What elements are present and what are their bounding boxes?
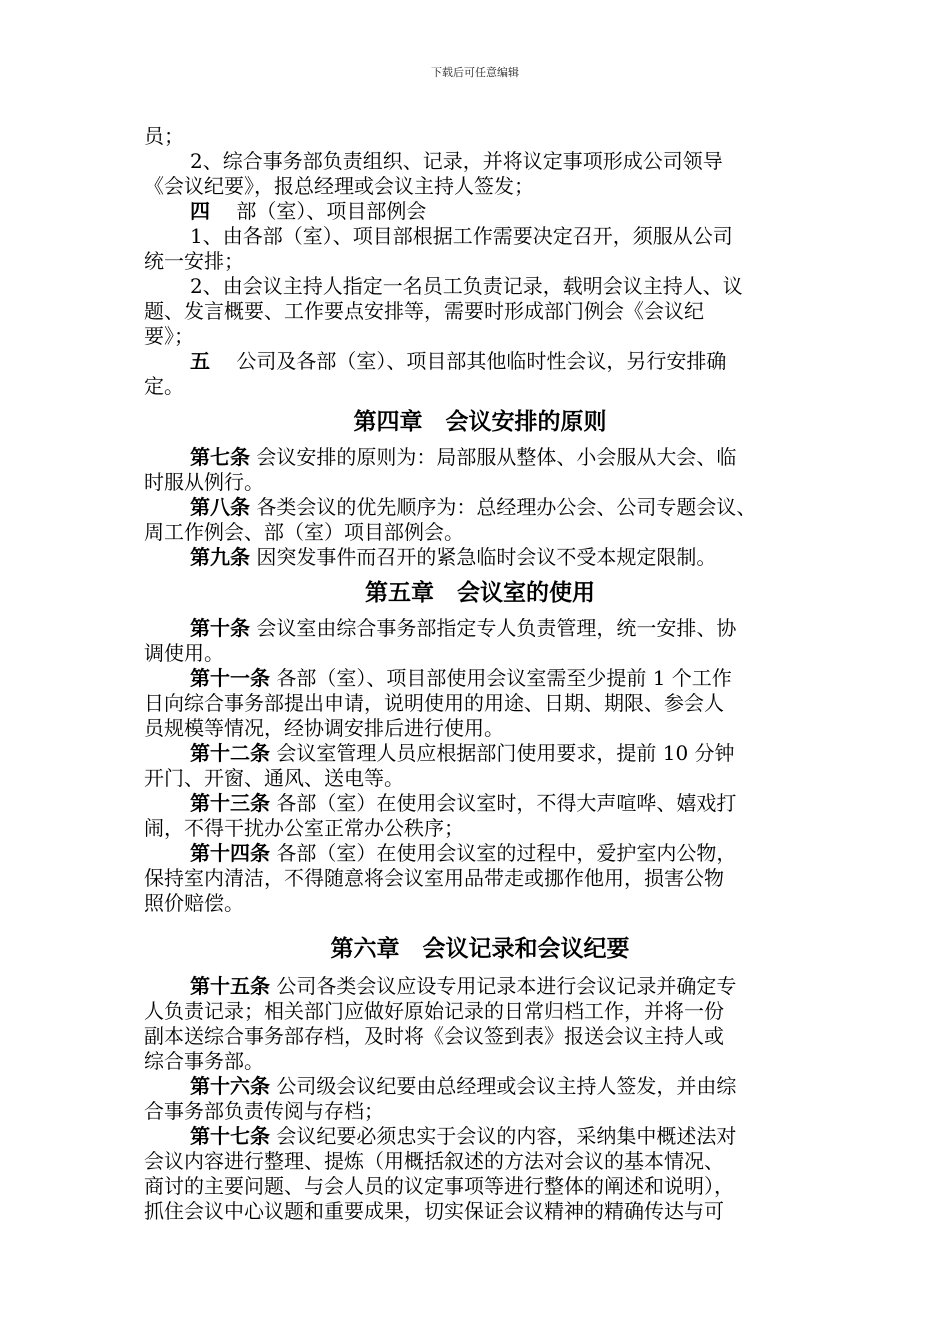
text-line: 调使用。 xyxy=(144,641,224,665)
article-label: 第十四条 xyxy=(190,841,270,865)
article-14 xyxy=(144,841,816,866)
text-line: 时服从例行。 xyxy=(144,470,264,494)
text-line: 定。 xyxy=(144,374,184,398)
text-line: 合事务部负责传阅与存档； xyxy=(144,1099,384,1123)
article-17 xyxy=(144,1124,816,1149)
text-line: 统一安排； xyxy=(144,249,244,273)
article-label: 第七条 xyxy=(190,445,250,469)
article-8 xyxy=(144,495,816,520)
text-line: 保持室内清洁，不得随意将会议室用品带走或挪作他用，损害公物 xyxy=(144,866,724,890)
article-text: 会议纪要必须忠实于会议的内容，采纳集中概述法对 xyxy=(276,1124,737,1148)
article-label: 第十三条 xyxy=(190,791,270,815)
text-line: 开门、开窗、通风、送电等。 xyxy=(144,766,404,790)
text-line: 商讨的主要问题、与会人员的议定事项等进行整体的阐述和说明）， xyxy=(144,1174,734,1198)
text-line: 日向综合事务部提出申请，说明使用的用途、日期、期限、参会人 xyxy=(144,691,724,715)
chapter-4-title: 第四章 会议安排的原则 xyxy=(353,408,607,435)
article-label: 第十六条 xyxy=(190,1074,270,1098)
text-line: 闹，不得干扰办公室正常办公秩序； xyxy=(144,816,464,840)
article-11 xyxy=(144,666,816,691)
article-text: 各部（室）在使用会议室的过程中，爱护室内公物， xyxy=(276,841,737,865)
section-number: 四 xyxy=(190,199,210,223)
article-10 xyxy=(144,616,816,641)
text-line: 员规模等情况，经协调安排后进行使用。 xyxy=(144,716,504,740)
article-16 xyxy=(144,1074,816,1099)
text-line: 照价赔偿。 xyxy=(144,891,244,915)
text-line: 《会议纪要》，报总经理或会议主持人签发； xyxy=(144,174,534,198)
text-line: 人负责记录；相关部门应做好原始记录的日常归档工作，并将一份 xyxy=(144,999,724,1023)
page-header: 下载后可任意编辑 xyxy=(431,66,519,79)
article-text: 会议室管理人员应根据部门使用要求，提前 10 分钟 xyxy=(276,741,735,765)
section-heading xyxy=(144,349,816,374)
article-label: 第十七条 xyxy=(190,1124,270,1148)
section-title: 部（室）、项目部例会 xyxy=(236,199,427,223)
article-15 xyxy=(144,974,816,999)
article-9 xyxy=(144,545,816,570)
text-line: 2、由会议主持人指定一名员工负责记录，载明会议主持人、议 xyxy=(190,274,743,298)
text-line: 员； xyxy=(144,124,184,148)
article-label: 第十一条 xyxy=(190,666,270,690)
article-12 xyxy=(144,741,816,766)
text-line: 2、综合事务部负责组织、记录，并将议定事项形成公司领导 xyxy=(190,149,723,173)
text-line: 综合事务部。 xyxy=(144,1049,264,1073)
article-text: 各类会议的优先顺序为：总经理办公会、公司专题会议、 xyxy=(256,495,757,519)
article-label: 第九条 xyxy=(190,545,250,569)
chapter-5-title: 第五章 会议室的使用 xyxy=(365,579,595,606)
article-13 xyxy=(144,791,816,816)
section-text: 公司及各部（室）、项目部其他临时性会议，另行安排确 xyxy=(236,349,727,373)
text-line: 题、发言概要、工作要点安排等，需要时形成部门例会《会议纪 xyxy=(144,299,704,323)
section-heading xyxy=(144,199,816,224)
article-text: 各部（室）在使用会议室时，不得大声喧哗、嬉戏打 xyxy=(276,791,737,815)
text-line: 周工作例会、部（室）项目部例会。 xyxy=(144,520,464,544)
article-label: 第八条 xyxy=(190,495,250,519)
text-line: 抓住会议中心议题和重要成果，切实保证会议精神的精确传达与可 xyxy=(144,1199,724,1223)
article-text: 公司各类会议应设专用记录本进行会议记录并确定专 xyxy=(276,974,737,998)
article-text: 会议安排的原则为：局部服从整体、小会服从大会、临 xyxy=(256,445,737,469)
article-text: 公司级会议纪要由总经理或会议主持人签发，并由综 xyxy=(276,1074,737,1098)
text-line: 要》； xyxy=(144,324,194,348)
text-line: 副本送综合事务部存档，及时将《会议签到表》报送会议主持人或 xyxy=(144,1024,724,1048)
article-text: 各部（室）、项目部使用会议室需至少提前 1 个工作 xyxy=(276,666,732,690)
article-text: 会议室由综合事务部指定专人负责管理，统一安排、协 xyxy=(256,616,737,640)
section-number: 五 xyxy=(190,349,210,373)
document-body xyxy=(144,124,816,1224)
text-line: 1、由各部（室）、项目部根据工作需要决定召开，须服从公司 xyxy=(190,224,733,248)
article-text: 因突发事件而召开的紧急临时会议不受本规定限制。 xyxy=(256,545,717,569)
article-7 xyxy=(144,445,816,470)
chapter-6-title: 第六章 会议记录和会议纪要 xyxy=(330,935,630,962)
text-line: 会议内容进行整理、提炼（用概括叙述的方法对会议的基本情况、 xyxy=(144,1149,724,1173)
article-label: 第十条 xyxy=(190,616,250,640)
article-label: 第十五条 xyxy=(190,974,270,998)
article-label: 第十二条 xyxy=(190,741,270,765)
